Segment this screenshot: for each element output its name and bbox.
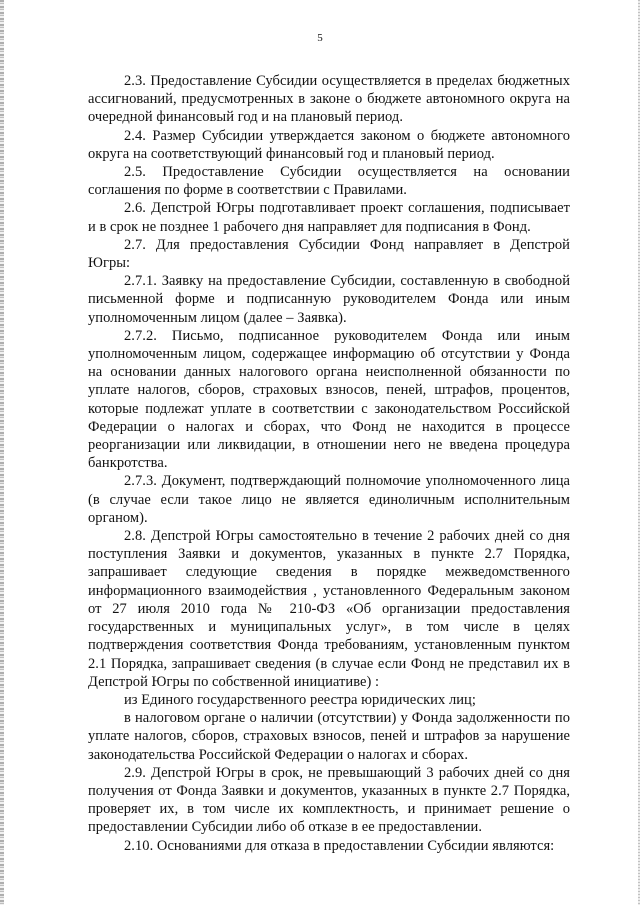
paragraph-2-7: 2.7. Для предоставления Субсидии Фонд направляет в Депстрой Югры: — [88, 236, 570, 272]
paragraph-2-8: 2.8. Депстрой Югры самостоятельно в течение 2 рабочих дней со дня поступления Заявки и документов, указанных в пункте 2.7 Порядка, запрашивает следующие сведения в порядке межведомственного информационного взаимодействия , установленного Федеральным законом от 27 июля 2010 года № 210-ФЗ «Об организации предоставления государственных и муниципальных услуг», в том числе в целях подтверждения соответствия Фонда требованиям, установленным пунктом 2.1 Порядка, запрашивает сведения (в случае если Фонд не представил их в Депстрой Югры по собственной инициативе) : — [88, 528, 570, 690]
paragraph-2-7-3: 2.7.3. Документ, подтверждающий полномочие уполномоченного лица (в случае если такое лицо не является единоличным исполнительным органом). — [88, 473, 570, 526]
paragraph-2-3: 2.3. Предоставление Субсидии осуществляется в пределах бюджетных ассигнований, предусмотренных в законе о бюджете автономного округа на очередной финансовый год и на плановый период. — [88, 73, 570, 126]
paragraph-2-7-1: 2.7.1. Заявку на предоставление Субсидии, составленную в свободной письменной форме и подписанную руководителем Фонда или иным уполномоченным лицом (далее – Заявка). — [88, 273, 570, 326]
document-body — [88, 72, 570, 855]
paragraph-2-7-2: 2.7.2. Письмо, подписанное руководителем Фонда или иным уполномоченным лицом, содержащее информацию об отсутствии у Фонда на основании данных налогового органа неисполненной обязанности по уплате налогов, сборов, страховых взносов, пеней, штрафов, процентов, которые подлежат уплате в соответствии с законодательством Российской Федерации о налогах и сборах, что Фонд не находится в процессе реорганизации или ликвидации, в отношении него не введена процедура банкротства. — [88, 327, 570, 472]
page-number: 5 — [317, 32, 323, 44]
paragraph-2-6: 2.6. Депстрой Югры подготавливает проект соглашения, подписывает и в срок не позднее 1 рабочего дня направляет для подписания в Фонд. — [88, 200, 570, 235]
paragraph-2-5: 2.5. Предоставление Субсидии осуществляется на основании соглашения по форме в соответствии с Правилами. — [88, 164, 570, 199]
paragraph-2-10: 2.10. Основаниями для отказа в предоставлении Субсидии являются: — [124, 837, 555, 854]
paragraph-tax-authority: в налоговом органе о наличии (отсутствии) у Фонда задолженности по уплате налогов, сборов, страховых взносов, пеней и штрафов за нарушение законодательства Российской Федерации о налогах и сборах. — [88, 710, 570, 763]
paragraph-egrul: из Единого государственного реестра юридических лиц; — [124, 691, 476, 708]
scan-binding-edge — [0, 0, 4, 905]
paragraph-2-4: 2.4. Размер Субсидии утверждается законом о бюджете автономного округа на соответствующий финансовый год и плановый период. — [88, 127, 570, 162]
paragraph-2-9: 2.9. Депстрой Югры в срок, не превышающий 3 рабочих дней со дня получения от Фонда Заявки и документов, указанных в пункте 2.7 Порядка, проверяет их, в том числе их комплектность, и принимает решение о предоставлении Субсидии либо об отказе в ее предоставлении. — [88, 764, 570, 836]
